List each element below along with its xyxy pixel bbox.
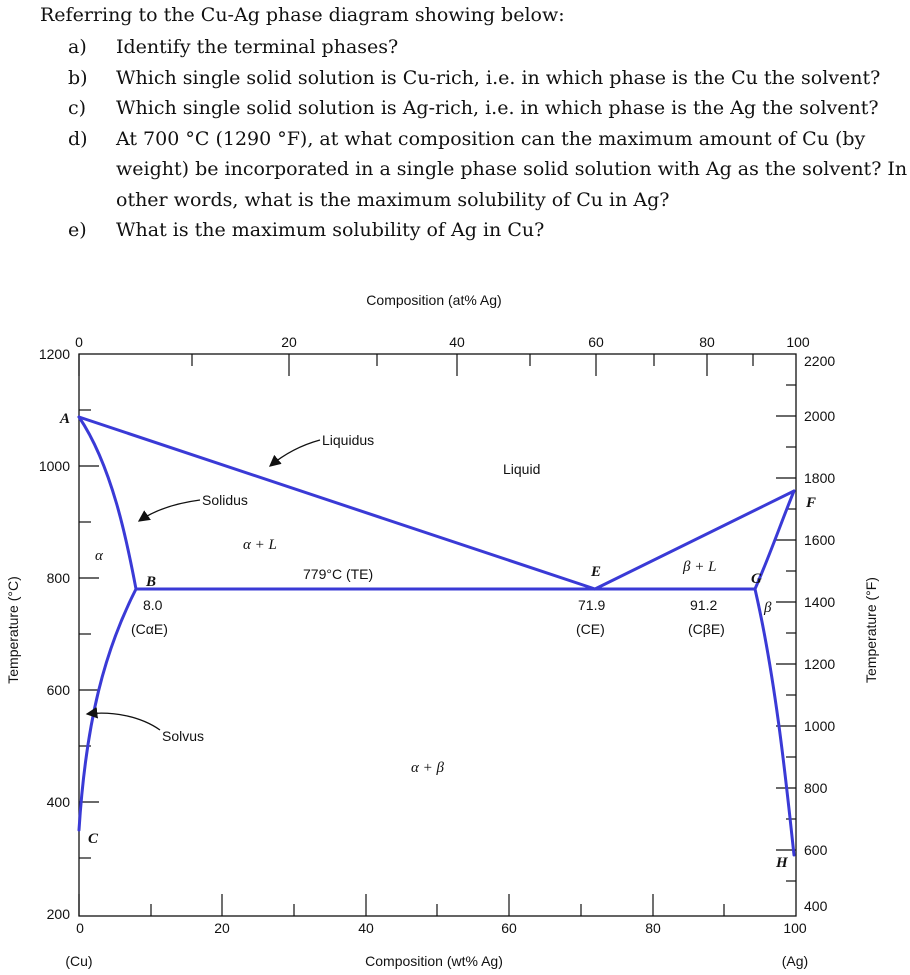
c-e-value: 71.9 xyxy=(578,597,606,613)
item-text: At 700 °C (1290 °F), at what composition can the maximum amount of Cu (by weight) be incorporated in a single phase solid solution with Ag as the solvent? In other words, what is the maximum solubility of Cu in Ag? xyxy=(116,127,908,211)
beta-liquid-region-label: β + L xyxy=(683,559,717,575)
item-marker: d) xyxy=(68,127,88,150)
bottom-tick-label: 100 xyxy=(783,920,807,936)
c-beta-e-value: 91.2 xyxy=(690,597,718,613)
ag-label: (Ag) xyxy=(781,953,809,969)
right-tick-label: 2000 xyxy=(804,408,836,424)
point-g-label: G xyxy=(751,571,762,587)
right-tick-label: 1600 xyxy=(804,532,836,548)
alpha-beta-region-label: α + β xyxy=(411,760,444,776)
solvus-line-alpha xyxy=(79,589,136,830)
item-marker: c) xyxy=(68,97,87,119)
liquidus-label: Liquidus xyxy=(322,432,375,448)
c-alpha-e-value: 8.0 xyxy=(143,597,163,613)
item-text: Which single solid solution is Cu-rich, i.e. in which phase is the Cu the solvent? xyxy=(116,66,881,89)
item-text: What is the maximum solubility of Ag in Cu? xyxy=(116,219,545,241)
alpha-liquid-region-label: α + L xyxy=(243,537,277,553)
alpha-region-label: α xyxy=(95,548,103,564)
liquidus-arrow xyxy=(270,440,320,466)
left-tick-label: 1000 xyxy=(38,458,70,474)
item-text: Identify the terminal phases? xyxy=(116,36,399,58)
left-tick-label: 800 xyxy=(46,570,70,586)
question-intro: Referring to the Cu-Ag phase diagram showing below: xyxy=(40,4,565,26)
bottom-tick-label: 60 xyxy=(501,920,517,936)
solidus-arrow xyxy=(139,500,200,521)
top-tick-label: 80 xyxy=(699,334,715,350)
top-tick-label: 100 xyxy=(786,334,810,350)
bottom-tick-label: 0 xyxy=(76,920,84,936)
eutectic-temp-label: 779°C (TE) xyxy=(303,566,374,582)
point-c-label: C xyxy=(88,831,99,847)
top-tick-label: 40 xyxy=(449,334,465,350)
right-tick-label: 600 xyxy=(804,842,828,858)
item-text: Which single solid solution is Ag-rich, i.e. in which phase is the Ag the solvent? xyxy=(116,97,879,119)
item-marker: e) xyxy=(68,219,87,241)
point-a-label: A xyxy=(60,411,71,427)
beta-region-label: β xyxy=(764,600,772,616)
solidus-label: Solidus xyxy=(202,492,248,508)
c-beta-e-label: (CβE) xyxy=(688,621,725,637)
point-f-label: F xyxy=(806,495,817,511)
top-tick-label: 60 xyxy=(588,334,604,350)
bottom-axis-title: Composition (wt% Ag) xyxy=(365,953,503,969)
point-e-label: E xyxy=(591,564,602,580)
right-tick-label: 400 xyxy=(804,898,828,914)
left-axis-title: Temperature (°C) xyxy=(5,576,21,684)
bottom-tick-label: 80 xyxy=(645,920,661,936)
left-tick-label: 1200 xyxy=(38,346,70,362)
right-tick-label: 800 xyxy=(804,780,828,796)
right-tick-label: 2200 xyxy=(804,353,836,369)
solvus-label: Solvus xyxy=(162,728,205,744)
item-marker: a) xyxy=(68,36,87,58)
cu-label: (Cu) xyxy=(65,953,93,969)
point-h-label: H xyxy=(776,855,788,871)
right-tick-label: 1400 xyxy=(804,594,836,610)
left-tick-label: 400 xyxy=(46,794,70,810)
bottom-tick-label: 40 xyxy=(358,920,374,936)
solidus-line-alpha xyxy=(79,417,136,589)
item-marker: b) xyxy=(68,66,88,89)
top-axis-title: Composition (at% Ag) xyxy=(366,292,502,308)
bottom-tick-label: 20 xyxy=(214,920,230,936)
right-axis-title: Temperature (°F) xyxy=(863,577,879,683)
right-tick-label: 1200 xyxy=(804,656,836,672)
solvus-arrow xyxy=(87,713,160,730)
top-tick-label: 20 xyxy=(281,334,297,350)
solvus-line-beta xyxy=(755,589,794,855)
liquid-region-label: Liquid xyxy=(503,461,541,477)
c-e-label: (CE) xyxy=(576,621,605,637)
left-tick-label: 200 xyxy=(46,906,70,922)
right-tick-label: 1000 xyxy=(804,718,836,734)
right-tick-label: 1800 xyxy=(804,470,836,486)
point-b-label: B xyxy=(146,574,157,590)
top-tick-label: 0 xyxy=(75,334,83,350)
c-alpha-e-label: (CαE) xyxy=(131,621,168,637)
left-tick-label: 600 xyxy=(46,682,70,698)
